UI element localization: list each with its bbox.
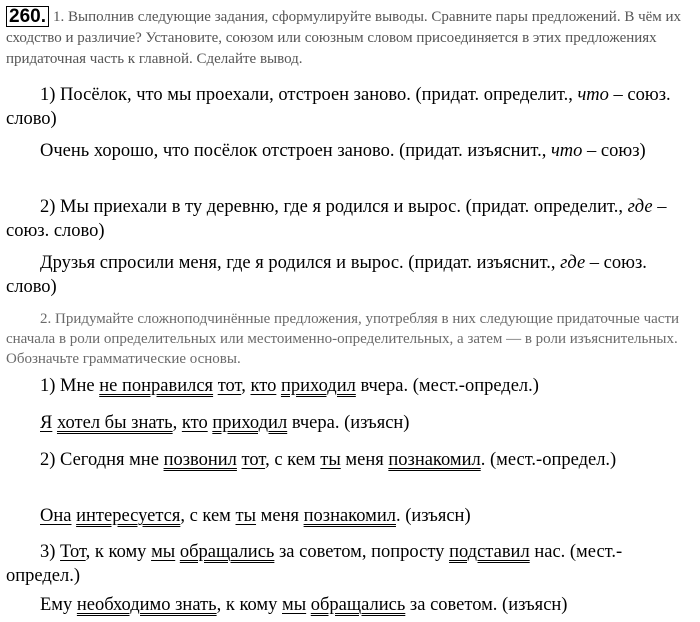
sentence-3: 2) Мы приехали в ту деревню, где я родился и вырос. (придат. определит., где – союз. слово) — [6, 197, 667, 241]
subject: Я — [40, 413, 53, 433]
example-6: Ему необходимо знать, к кому мы обращались за советом. (изъясн) — [40, 595, 568, 615]
subject: ты — [235, 506, 257, 526]
subject: кто — [250, 376, 277, 396]
subject: кто — [181, 413, 208, 433]
predicate: интересуется — [76, 506, 181, 526]
subject: тот — [241, 450, 266, 470]
predicate: приходил — [280, 376, 356, 396]
task-2-text: 2. Придумайте сложноподчинённые предложения, употребляя в них следующие придаточные части сначала в роли определительных или местоименно-определительных, а затем — в роли изъяснительных. Обозначьте грамматические основы. — [6, 311, 680, 367]
subject: Тот — [60, 542, 86, 562]
example-1: 1) Мне не понравился тот, кто приходил вчера. (мест.-определ.) — [40, 376, 539, 396]
sentence-1: 1) Посёлок, что мы проехали, отстроен заново. (придат. определит., что – союз. слово) — [6, 85, 671, 129]
predicate: познакомил — [303, 506, 396, 526]
predicate: обращались — [310, 595, 406, 615]
subject: тот — [217, 376, 242, 396]
sentence-4: Друзья спросили меня, где я родился и вырос. (придат. изъяснит., где – союз. слово) — [6, 253, 647, 297]
predicate: позвонил — [163, 450, 237, 470]
subject: мы — [151, 542, 176, 562]
predicate: не понравился — [99, 376, 214, 396]
predicate: подставил — [449, 542, 530, 562]
example-4: Она интересуется, с кем ты меня познакомил. (изъясн) — [40, 506, 471, 526]
subject: ты — [320, 450, 341, 470]
predicate: хотел бы знать — [56, 413, 173, 433]
example-5: 3) Тот, к кому мы обращались за советом, попросту подставил нас. (мест.-определ.) — [6, 542, 623, 586]
sentence-2: Очень хорошо, что посёлок отстроен заново. (придат. изъяснит., что – союз) — [40, 141, 646, 161]
subject: Она — [40, 506, 72, 526]
task-1 — [6, 6, 690, 70]
example-2: Я хотел бы знать, кто приходил вчера. (изъясн) — [40, 413, 410, 433]
predicate: приходил — [212, 413, 288, 433]
predicate: необходимо знать — [76, 595, 217, 615]
example-3: 2) Сегодня мне позвонил тот, с кем ты меня познакомил. (мест.-определ.) — [40, 450, 617, 470]
task-1-text: 1. Выполнив следующие задания, сформулируйте выводы. Сравните пары предложений. В чём их сходство и различие? Установите, союзом или союзным словом присоединяется в этих предложениях придаточная часть к главной. Сделайте вывод. — [6, 9, 682, 67]
predicate: обращались — [179, 542, 275, 562]
task-2 — [6, 309, 690, 369]
exercise-number: 260. — [6, 6, 49, 27]
predicate: познакомил — [388, 450, 481, 470]
subject: мы — [282, 595, 307, 615]
